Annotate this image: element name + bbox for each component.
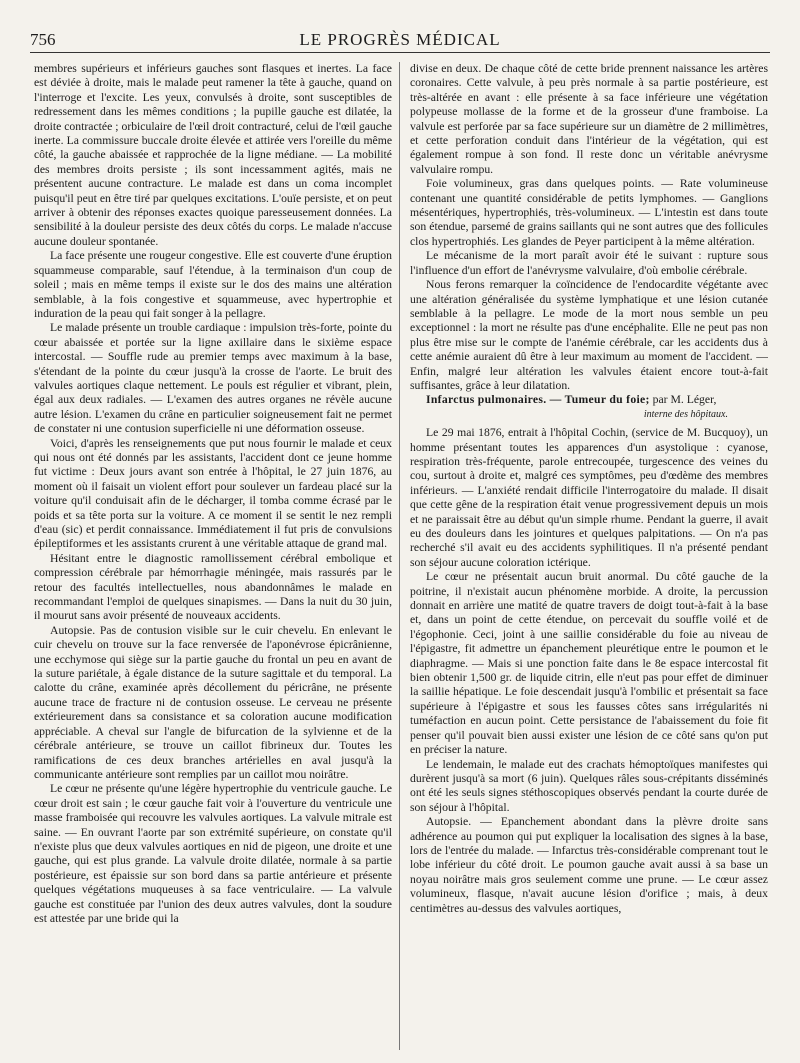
left-column [34, 62, 392, 1052]
paragraph: divise en deux. De chaque côté de cette bride prennent naissance les artères coronaires. Cette valvule, à peu près normale à sa partie postérieure, est très-altérée en avant : elle présente à sa face inférieure une végétation polypeuse mollasse de la forme et de la grosseur d'une framboise. La valvule est perforée par sa face supérieure sur un diamètre de 2 millimètres, et cette perforation conduit dans l'intérieur de la végétation, qui est également rompue à son fond. Il reste donc un véritable anévrysme valvulaire rompu. [410, 62, 768, 176]
right-column [410, 62, 768, 1052]
section-author: par M. Léger, [649, 393, 717, 407]
page-number: 756 [30, 30, 56, 49]
paragraph: Autopsie. Pas de contusion visible sur le cuir chevelu. En enlevant le cuir chevelu on trouve sur la face renversée de l'aponévrose épicrânienne, une ecchymose qui siège sur la partie gauche du frontal un peu en avant de la suture pariétale, à égale distance de la suture sagittale et du temporal. La calotte du crâne, examinée après décollement du péricrâne, ne présente aucune trace de fracture ni de contusion osseuse. Le cerveau ne présente extérieurement dans sa consistance et sa coloration aucune modification appréciable. A cheval sur l'angle de bifurcation de la sylvienne et de la cérébrale antérieure, se trouve un caillot fibrineux dur. Toutes les ramifications de ces deux branches artérielles en aval jusqu'à la communicante antérieure sont remplies par un caillot mou noirâtre. [34, 623, 392, 781]
paragraph: Le cœur ne présentait aucun bruit anormal. Du côté gauche de la poitrine, il n'existait aucun phénomène morbide. A droite, la percussion donnait en arrière une matité de quatre travers de doigt tout-à-fait à la base et, dans un point de cette étendue, on percevait du souffle voilé et de l'égophonie. Ceci, joint à une saillie considérable du foie au niveau de l'épigastre, fit admettre un épanchement pleurétique entre le poumon et le diaphragme. — Mais si une ponction faite dans le 8e espace intercostal fit bien obtenir 1,500 gr. de liquide citrin, elle n'eut pas pour effet de diminuer la saillie hépatique. Le foie descendait jusqu'à l'ombilic et présentait sa face supérieure à l'épigastre et sous les fausses côtes sans irrégularités ni tuméfaction en aucun point. Cette persistance de l'abaissement du foie fit penser qu'il pouvait bien aussi exister une lésion de ce côté sans qu'on put en préciser la nature. [410, 570, 768, 757]
page-header [30, 28, 770, 53]
running-title: LE PROGRÈS MÉDICAL [299, 30, 501, 49]
column-divider [399, 62, 400, 1050]
byline: interne des hôpitaux. [643, 408, 728, 420]
paragraph: Foie volumineux, gras dans quelques points. — Rate volumineuse contenant une quantité considérable de petits lymphomes. — Ganglions mésentériques, hypertrophiés, très-volumineux. — L'intestin est dans toute son étendue, parsemé de grains saillants qui ne sont autres que des follicules clos hypertrophiés. Les glandes de Peyer participent à la même altération. [410, 177, 768, 248]
paragraph: Le malade présente un trouble cardiaque : impulsion très-forte, pointe du cœur abaissée et portée sur la ligne axillaire dans le sixième espace intercostal. — Souffle rude au premier temps avec maximum à la base, s'étendant de la pointe du cœur jusqu'à la crosse de l'aorte. Le bruit des valvules aortiques claque nettement. Le pouls est régulier et vibrant, plein, égal aux deux radiales. — L'examen des autres organes ne révèle aucune autre lésion. L'examen du crâne en particulier soigneusement fait ne permet de constater ni une contusion superficielle ni une déformation osseuse. [34, 321, 392, 436]
paragraph: membres supérieurs et inférieurs gauches sont flasques et inertes. La face est déviée à droite, mais le malade peut ramener la tête à gauche, quand on l'interroge et l'excite. Les yeux, convulsés à droite, sont susceptibles de redressement dans les mêmes conditions ; la pupille gauche est dilatée, la droite contractée ; orbiculaire de l'œil droit contracturé, celui de l'œil gauche inerte. La commissure buccale droite élevée et attirée vers l'oreille du même côté, la gauche abaissée et rapprochée de la ligne médiane. — La mobilité des membres droits persiste ; ils sont incessamment agités, mais ne présentent aucune contracture. Le malade est dans un coma incomplet puisqu'il peut en être tiré par quelques excitations. L'ouïe persiste, et on peut arriver à obtenir des réponses exactes quoique paresseusement données. La sensibilité à la douleur persiste des deux côtés du corps. Le malade n'accuse aucune douleur spontanée. [34, 62, 392, 248]
paragraph: Voici, d'après les renseignements que put nous fournir le malade et ceux qui nous ont été donnés par les assistants, l'accident dont ce jeune homme fut victime : Deux jours avant son entrée à l'hôpital, le 27 juin 1876, au moment où il faisait un violent effort pour soulever un fardeau placé sur la voiture qu'il conduisait afin de le décharger, il tomba comme écrasé par le poids et sa tête porta sur la voiture. A ce moment il se sentit le nez rempli d'eau (sic) et perdit connaissance. Immédiatement il fut pris de convulsions épileptiformes et les assistants crurent à une véritable attaque de grand mal. [34, 436, 392, 551]
paragraph: Le mécanisme de la mort paraît avoir été le suivant : rupture sous l'influence d'un effort de l'anévrysme valvulaire, d'où embolie cérébrale. [410, 249, 768, 277]
paragraph: La face présente une rougeur congestive. Elle est couverte d'une éruption squammeuse comparable, sauf l'étendue, à la terminaison d'un coup de soleil ; mais en même temps il existe sur le dos des mains une altération semblable, à la fois congestive et squammeuse, avec hypertrophie et induration de la peau qui fait songer à la pellagre. [34, 249, 392, 320]
section-heading [410, 393, 768, 407]
paragraph: Hésitant entre le diagnostic ramollissement cérébral embolique et compression cérébrale par hémorrhagie méningée, mais rassurés par le retour des facultés intellectuelles, nous abandonnâmes le malade en recommandant l'emploi de quelques sinapismes. — Dans la nuit du 30 juin, il mourut sans avoir présenté de nouveaux accidents. [34, 551, 392, 623]
paragraph: Le lendemain, le malade eut des crachats hémoptoïques manifestes qui durèrent jusqu'à sa mort (6 juin). Quelques râles sous-crépitants disséminés ont été les seuls signes stéthoscopiques observés pendant la courte durée de son séjour à l'hôpital. [410, 757, 768, 814]
section-title: Infarctus pulmonaires. — Tumeur du foie; [426, 393, 650, 407]
paragraph: Le 29 mai 1876, entrait à l'hôpital Cochin, (service de M. Bucquoy), un homme présentant toutes les apparences d'un asystolique : cyanose, respiration très-fréquente, parole entrecoupée, turgescence des veines du cou, surtout à droite et, malgré ces symptômes, peu d'œdème des membres inférieurs. — L'anxiété rendait difficile l'interrogatoire du malade. Il disait que cette gêne de la respiration était venue progressivement depuis un mois et ne paraissait être au début qu'un simple rhume. Pendant la guerre, il avait eu des douleurs dans les jointures et quelques palpitations. — On n'a pas recherché s'il avait eu des accidents syphilitiques. Il n'a présenté pendant son séjour aucune coloration ictérique. [410, 426, 768, 569]
paragraph: Le cœur ne présente qu'une légère hypertrophie du ventricule gauche. Le cœur droit est sain ; le cœur gauche fait voir à l'ouverture du ventricule une masse framboisée qui recouvre les valvules aortiques. La valvule mitrale est saine. — En ouvrant l'aorte par son extrémité supérieure, on constate qu'il n'existe plus que deux valvules aortiques en nid de pigeon, une droite et une gauche, qui est plus grande. La valvule droite dilatée, normale à sa partie postérieure, est épaissie sur son bord dans sa partie antérieure et présente quelques végétations muqueuses à sa face ventriculaire. — La valvule gauche est constituée par l'union des deux autres valvules, dont la soudure est attestée par une bride qui la [34, 782, 392, 925]
paragraph: Nous ferons remarquer la coïncidence de l'endocardite végétante avec une altération généralisée du système lymphatique et une lésion cutanée semblable à la pellagre. Le mode de la mort nous semble un peu exceptionnel : la mort ne résulte pas d'une encéphalite. Elle ne peut pas non plus être mise sur le compte de l'anémie cérébrale, car les accidents dus à cette anémie auraient dû être à leur maximum au moment de l'accident. — Enfin, malgré leur altération les valvules étaient encore tout-à-fait suffisantes, grâce à leur dilatation. [410, 278, 768, 392]
paragraph: Autopsie. — Epanchement abondant dans la plèvre droite sans adhérence au poumon qui put expliquer la localisation des signes à la base, lors de l'entrée du malade. — Infarctus très-considérable comprenant tout le lobe inférieur du côté droit. Le poumon gauche avait aussi à sa base un noyau noirâtre mais gros seulement comme une prune. — Le cœur assez volumineux, flasque, n'avait aucune lésion d'orifice ; mais, à deux centimètres au-dessus des valvules aortiques, [410, 815, 768, 915]
